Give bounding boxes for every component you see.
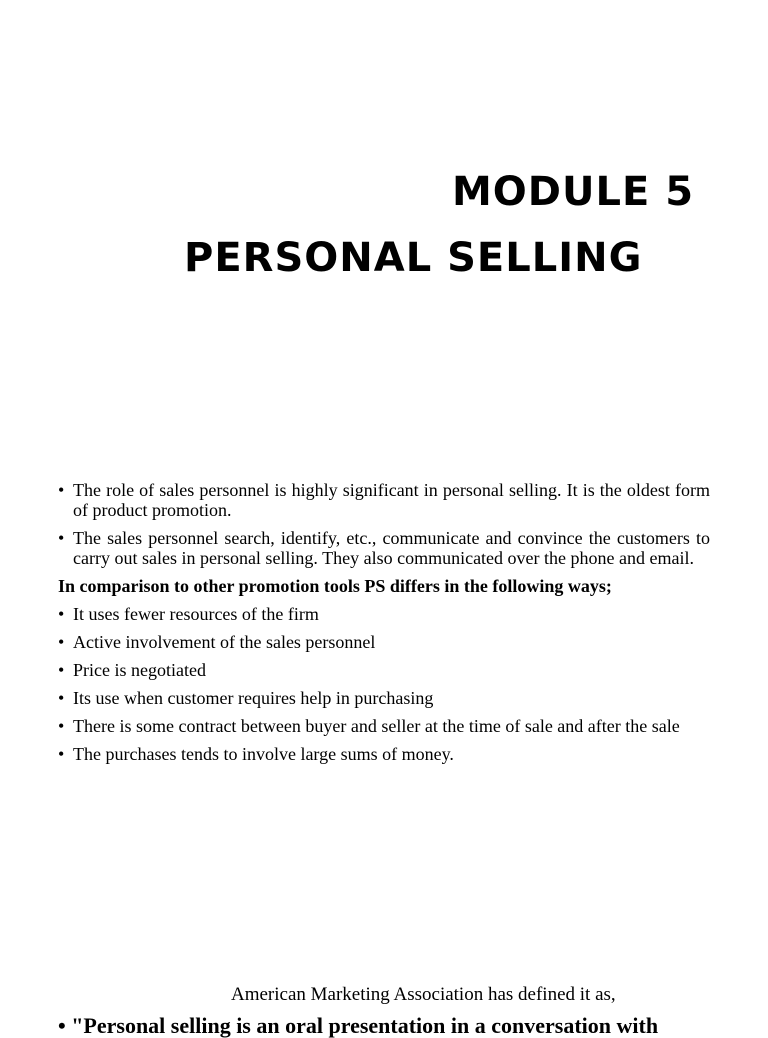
- bullet-icon: •: [58, 632, 65, 652]
- bullet-icon: •: [58, 480, 65, 500]
- bullet-text: The sales personnel search, identify, etc., communicate and convince the customers to carry out sales in personal selling. They also communicated over the phone and email.: [73, 528, 710, 568]
- bullet-icon: •: [58, 688, 65, 708]
- bullet-text: It uses fewer resources of the firm: [73, 604, 319, 624]
- comparison-bullet: [58, 744, 710, 764]
- ama-definition-intro: American Marketing Association has defined it as,: [231, 984, 616, 1005]
- bullet-text: The purchases tends to involve large sums of money.: [73, 744, 454, 764]
- comparison-bullet: [58, 604, 710, 624]
- module-title: MODULE 5: [452, 169, 695, 215]
- intro-bullet: [58, 528, 710, 568]
- comparison-bullet: [58, 632, 710, 652]
- bullet-icon: •: [58, 660, 65, 680]
- comparison-bullet: [58, 660, 710, 680]
- module-subtitle: PERSONAL SELLING: [184, 235, 643, 281]
- intro-bullet: [58, 480, 710, 520]
- bullet-icon: •: [58, 716, 65, 736]
- bullet-text: Price is negotiated: [73, 660, 206, 680]
- bullet-text: Its use when customer requires help in purchasing: [73, 688, 434, 708]
- bullet-icon: •: [58, 528, 65, 548]
- definition-quote-text: "Personal selling is an oral presentation in a conversation with: [71, 1013, 659, 1038]
- definition-quote: [58, 1014, 658, 1038]
- comparison-heading: In comparison to other promotion tools PS differs in the following ways;: [58, 576, 612, 596]
- bullet-text: The role of sales personnel is highly significant in personal selling. It is the oldest form of product promotion.: [73, 480, 710, 520]
- bullet-text: There is some contract between buyer and seller at the time of sale and after the sale: [73, 716, 680, 736]
- comparison-bullet: [58, 716, 710, 736]
- content-body: [58, 480, 710, 772]
- bullet-icon: •: [58, 744, 65, 764]
- bullet-icon: •: [58, 604, 65, 624]
- comparison-bullet: [58, 688, 710, 708]
- bullet-text: Active involvement of the sales personnel: [73, 632, 376, 652]
- bullet-icon: •: [58, 1013, 66, 1038]
